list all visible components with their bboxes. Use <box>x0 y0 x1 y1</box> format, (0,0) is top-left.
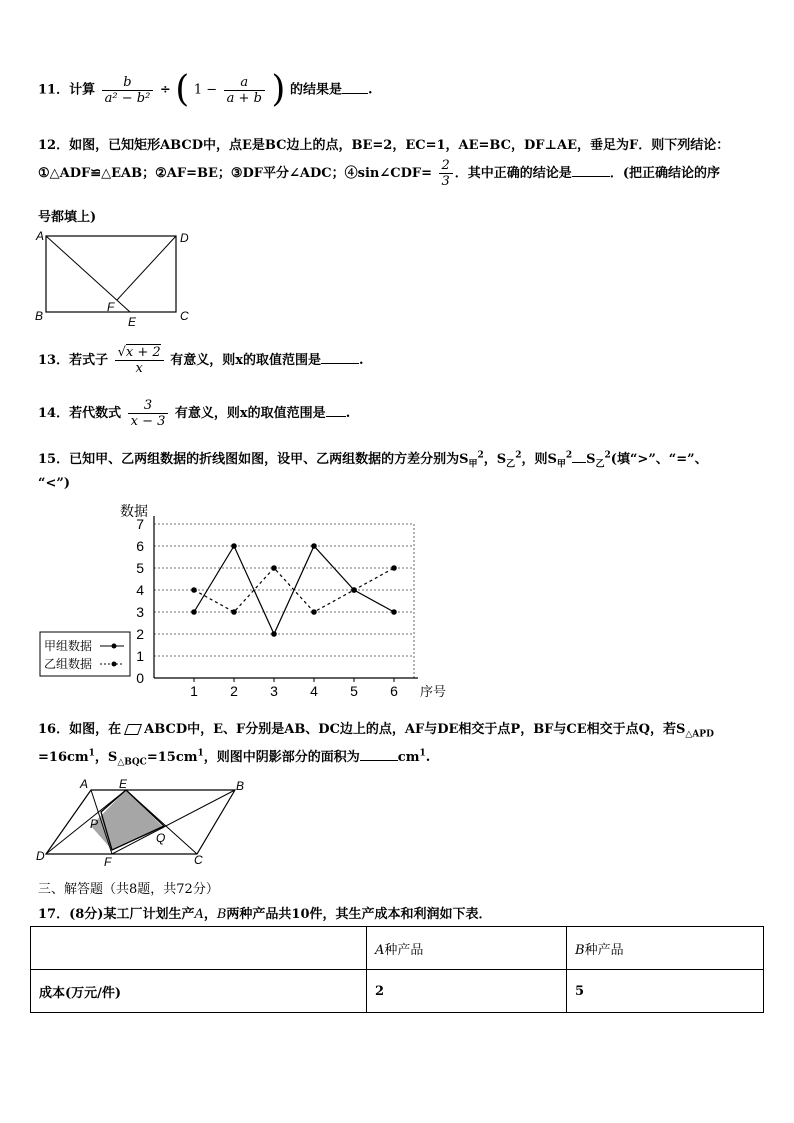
q16-sup-2: 1 <box>197 748 204 759</box>
q11-paren-open: ( <box>175 69 190 110</box>
q17-intro: 17．(8分)某工厂计划生产 <box>38 907 195 922</box>
q14-fraction: $\frac{3}{x - 3}$ <box>128 398 169 429</box>
q16-label-q: Q <box>156 831 166 845</box>
q11-fraction-1: $\frac{b}{\text{a² − b²}}$ <box>102 75 154 106</box>
q11-end: . <box>368 82 373 98</box>
table-header-row <box>31 927 764 970</box>
legend-marker-2 <box>112 662 117 667</box>
q11-one-minus: 1 − <box>193 82 218 98</box>
q16-end: . <box>425 750 431 765</box>
q12-label-a: A <box>36 229 45 243</box>
q16-sup-3: 1 <box>419 748 426 759</box>
q15-sub-jia-2: 甲 <box>556 459 566 470</box>
y-tick-label: 5 <box>136 560 144 576</box>
question-12-line3: 号都填上) <box>38 210 97 225</box>
y-tick-label: 0 <box>136 670 144 686</box>
question-16-line2 <box>38 746 430 768</box>
data-point <box>351 587 357 593</box>
question-14 <box>38 398 350 429</box>
q16-sup-1: 1 <box>88 748 95 759</box>
q13-suffix: 有意义，则x的取值范围是 <box>170 353 321 368</box>
q16-unit: cm <box>397 750 420 765</box>
q17-product-a: A <box>194 907 204 922</box>
x-tick-label: 3 <box>270 683 278 699</box>
legend-marker-1 <box>112 644 117 649</box>
q12-fraction: $\frac{2}{3}$ <box>439 158 453 189</box>
y-tick-label: 3 <box>136 604 144 620</box>
q13-fraction: $\frac{√x + 2}{x}$ <box>115 345 164 376</box>
q15-answer-blank[interactable] <box>572 450 586 463</box>
q16-sub-apd: △APD <box>685 729 714 740</box>
table-header-product-b <box>567 927 764 970</box>
q11-prefix: 11．计算 <box>38 82 96 98</box>
question-13 <box>38 345 364 376</box>
q15-sub-yi-1: 乙 <box>506 459 516 470</box>
q11-suffix: 的结果是 <box>290 82 343 98</box>
q13-prefix: 13．若式子 <box>38 353 109 368</box>
data-point <box>271 565 277 571</box>
data-point <box>311 609 317 615</box>
header-a-letter: A <box>375 942 385 958</box>
header-b-rest: 种产品 <box>584 942 624 958</box>
data-point <box>231 543 237 549</box>
q12-rectangle-figure <box>34 226 194 331</box>
x-tick-label: 2 <box>230 683 238 699</box>
q11-divide: ÷ <box>159 82 171 98</box>
q16-s: ，S <box>94 750 118 765</box>
q16-intro: 16．如图，在 <box>38 722 122 737</box>
header-a-rest: 种产品 <box>384 942 424 958</box>
x-axis-label: 序号 <box>420 684 447 699</box>
q16-answer-blank[interactable] <box>360 748 398 761</box>
q15-tail: (填“>”、“=”、 <box>610 452 708 467</box>
section-3-heading: 三、解答题（共8题，共72分） <box>38 882 219 897</box>
q16-apd-value: =16cm <box>38 750 89 765</box>
question-17 <box>38 903 492 922</box>
question-12-line2 <box>38 158 720 189</box>
y-tick-label: 4 <box>136 582 144 598</box>
x-tick-label: 6 <box>390 683 398 699</box>
q16-label-b: B <box>236 779 245 793</box>
q17-text: 两种产品共10件，其生产成本和利润如下表． <box>226 907 492 922</box>
q15-line-chart <box>36 500 456 700</box>
data-point <box>271 631 277 637</box>
table-cell-cost-label: 成本(万元/件) <box>31 970 367 1013</box>
q12-conclusions: ①△ADF≌△EAB；②AF=BE；③DF平分∠ADC；④sin∠CDF= <box>38 166 432 181</box>
y-tick-label: 1 <box>136 648 144 664</box>
q12-hint: ．(把正确结论的序 <box>609 166 720 181</box>
q16-question: ，则图中阴影部分的面积为 <box>203 750 360 765</box>
q12-label-d: D <box>180 231 189 245</box>
q16-text: ABCD中，E、F分别是AB、DC边上的点，AF与DE相交于点P，BF与CE相交于点Q，若S <box>144 722 686 737</box>
question-11 <box>38 69 373 110</box>
q13-sqrt: √x + 2 <box>115 345 164 361</box>
table-cell-cost-b: 5 <box>567 970 764 1013</box>
question-15-line2: “<”) <box>38 476 70 491</box>
q16-label-e: E <box>119 777 128 791</box>
q14-prefix: 14．若代数式 <box>38 406 122 421</box>
q15-sep: ， <box>483 452 497 467</box>
y-tick-label: 6 <box>136 538 144 554</box>
q15-mid: ，则S <box>521 452 557 467</box>
legend-label-1: 甲组数据 <box>44 639 93 653</box>
y-tick-label: 2 <box>136 626 144 642</box>
data-point <box>391 609 397 615</box>
q14-suffix: 有意义，则x的取值范围是 <box>174 406 326 421</box>
q15-sub-jia-1: 甲 <box>468 459 478 470</box>
x-tick-label: 4 <box>310 683 318 699</box>
y-axis-label: 数据 <box>120 503 148 519</box>
q16-label-a: A <box>80 777 89 791</box>
q17-cost-table <box>30 926 764 1013</box>
q17-comma: ， <box>203 907 217 922</box>
q12-label-e: E <box>128 315 137 329</box>
question-12-line1: 12．如图，已知矩形ABCD中，点E是BC边上的点，BE=2，EC=1，AE=BC，DF⊥AE，垂足为F．则下列结论： <box>38 138 730 153</box>
table-cell <box>31 927 367 970</box>
data-point <box>231 609 237 615</box>
table-cell-cost-a: 2 <box>367 970 567 1013</box>
q16-bqc-value: =15cm <box>146 750 198 765</box>
q14-answer-blank[interactable] <box>326 404 346 417</box>
q12-label-f: F <box>107 300 115 314</box>
q12-question: ．其中正确的结论是 <box>454 166 572 181</box>
q16-parallelogram-figure <box>34 776 264 868</box>
q11-answer-blank[interactable] <box>342 81 368 94</box>
q16-label-f: F <box>104 855 112 868</box>
q12-answer-blank[interactable] <box>572 164 610 177</box>
q11-paren-close: ) <box>271 69 286 110</box>
table-header-product-a <box>367 927 567 970</box>
parallelogram-symbol-icon <box>124 724 142 735</box>
q16-label-d: D <box>36 849 45 863</box>
x-tick-label: 5 <box>350 683 358 699</box>
data-point <box>191 587 197 593</box>
question-15-line1: 15．已知甲、乙两组数据的折线图如图，设甲、乙两组数据的方差分别为$S_甲^2$，$S_乙^2$，则$S_甲^2$ $S_乙^2$(填“>”、“=”、 <box>38 450 708 470</box>
x-tick-label: 1 <box>190 683 198 699</box>
q16-label-c: C <box>194 853 203 867</box>
q16-label-p: P <box>90 817 99 831</box>
data-point <box>391 565 397 571</box>
question-16-line1 <box>38 718 714 740</box>
q13-answer-blank[interactable] <box>321 351 359 364</box>
header-b-letter: B <box>575 942 585 958</box>
data-point <box>191 609 197 615</box>
q12-label-c: C <box>180 309 189 323</box>
q11-fraction-2: $\frac{a}{a + b}$ <box>224 75 265 106</box>
q14-end: . <box>345 406 351 421</box>
legend-label-2: 乙组数据 <box>44 657 93 671</box>
q15-sub-yi-2: 乙 <box>595 459 605 470</box>
q13-end: . <box>358 353 364 368</box>
q17-product-b: B <box>216 907 227 922</box>
y-tick-label: 7 <box>136 516 144 532</box>
q16-sub-bqc: △BQC <box>117 757 147 768</box>
data-point <box>311 543 317 549</box>
q12-label-b: B <box>35 309 44 323</box>
table-row <box>31 970 764 1013</box>
q15-text: 15．已知甲、乙两组数据的折线图如图，设甲、乙两组数据的方差分别为S <box>38 452 469 467</box>
